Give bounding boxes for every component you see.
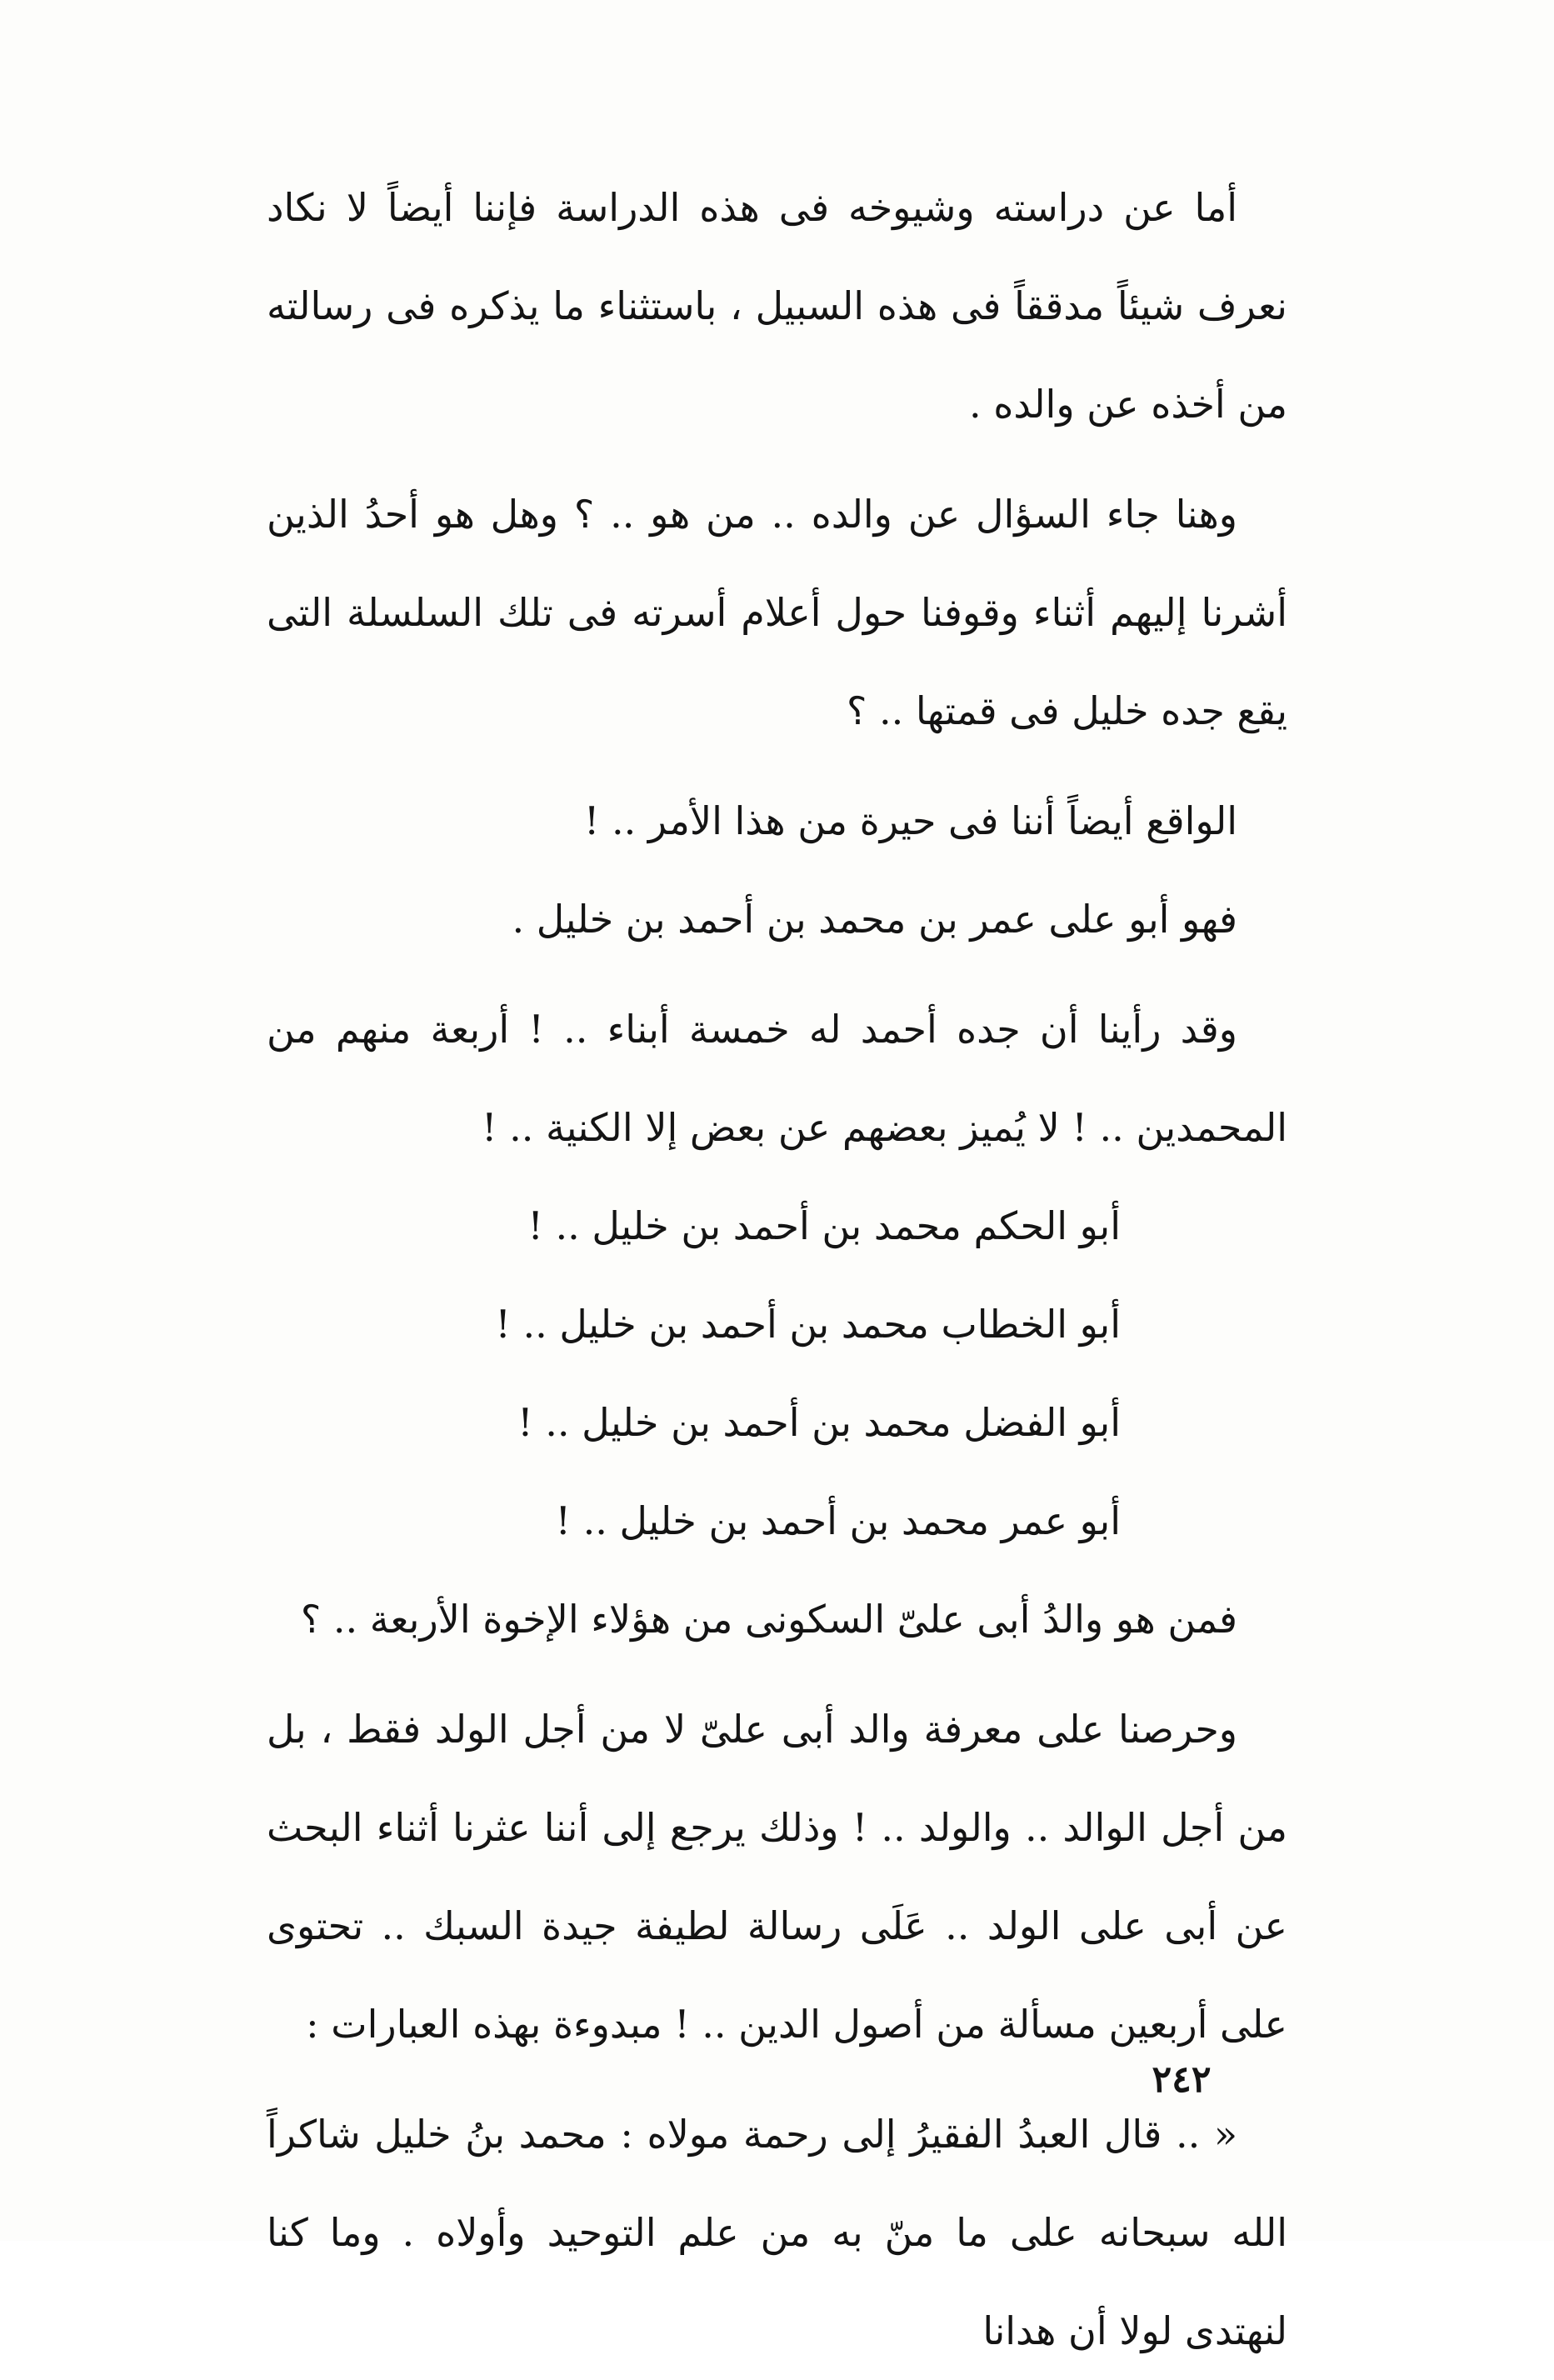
paragraph-studies: أما عن دراسته وشيوخه فى هذه الدراسة فإننا أيضاً لا نكاد نعرف شيئاً مدققاً فى هذه السبيل ، باستثناء ما يذكره فى رسالته من أخذه عن والده . <box>267 185 1287 427</box>
paragraph-five-sons: وقد رأينا أن جده أحمد له خمسة أبناء .. ! أربعة منهم من المحمدين .. ! لا يُميز بعضهم عن بعض إلا الكنية .. ! <box>267 1007 1287 1150</box>
page-number: ٢٤٢ <box>1152 2058 1212 2101</box>
paragraph-full-name: فهو أبو على عمر بن محمد بن أحمد بن خليل . <box>512 897 1237 942</box>
list-item-abu-al-fadl: أبو الفضل محمد بن أحمد بن خليل .. ! <box>517 1400 1121 1445</box>
paragraph-question-father: وهنا جاء السؤال عن والده .. من هو .. ؟ وهل هو أحدُ الذين أشرنا إليهم أثناء وقوفنا حول أعلام أسرته فى تلك السلسلة التى يقع جده خليل فى قمتها .. ؟ <box>267 492 1287 733</box>
list-item-abu-umar: أبو عمر محمد بن أحمد بن خليل .. ! <box>555 1498 1121 1543</box>
paragraph-confusion: الواقع أيضاً أننا فى حيرة من هذا الأمر .. ! <box>583 798 1237 843</box>
list-item-abu-al-khattab: أبو الخطاب محمد بن أحمد بن خليل .. ! <box>495 1302 1121 1347</box>
paragraph-quotation: « .. قال العبدُ الفقيرُ إلى رحمة مولاه : محمد بنُ خليل شاكراً الله سبحانه على ما منّ به من علم التوحيد وأولاه . وما كنا لنهتدى لولا أن هدانا <box>267 2112 1287 2353</box>
paragraph-treatise: وحرصنا على معرفة والد أبى علىّ لا من أجل الولد فقط ، بل من أجل الوالد .. والولد .. ! وذلك يرجع إلى أننا عثرنا أثناء البحث عن أبى على الولد .. عَلَى رسالة لطيفة جيدة السبك .. تحتوى على أربعين مسألة من أصول الدين .. ! مبدوءة بهذه العبارات : <box>267 1707 1287 2047</box>
list-item-abu-al-hakam: أبو الحكم محمد بن أحمد بن خليل .. ! <box>527 1203 1121 1248</box>
body-text <box>267 158 1287 2380</box>
paragraph-which-brother: فمن هو والدُ أبى علىّ السكونى من هؤلاء الإخوة الأربعة .. ؟ <box>300 1597 1237 1642</box>
